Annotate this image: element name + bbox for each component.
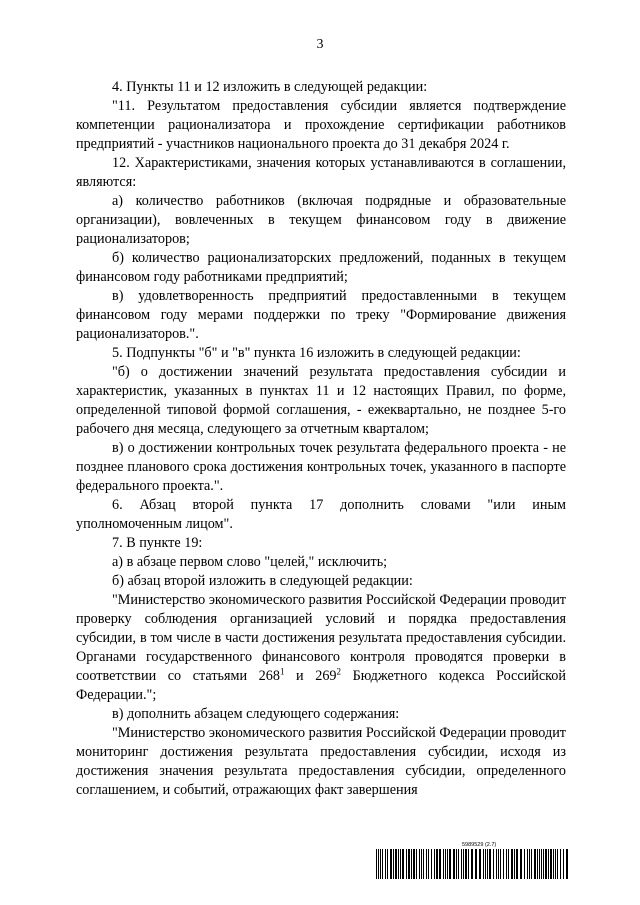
paragraph-text: и 269 [284,668,337,684]
paragraph: 6. Абзац второй пункта 17 дополнить словами "или иным уполномоченным лицом". [76,497,566,532]
paragraph: б) количество рационализаторских предложений, поданных в текущем финансовом году работниками предприятий; [76,250,566,285]
paragraph: "11. Результатом предоставления субсидии является подтверждение компетенции рационализатора и прохождение сертификации работников предприятий - участников национального проекта до 31 декабря 2024 г. [76,98,566,152]
paragraph-budget-code [76,591,566,705]
paragraph: а) в абзаце первом слово "целей," исключить; [112,554,388,570]
paragraph: "б) о достижении значений результата предоставления субсидии и характеристик, указанных в пунктах 11 и 12 настоящих Правил, по форме, определенной типовой формой соглашения, - ежеквартально, не позднее 5-го рабочего дня месяца, следующего за отчетным кварталом; [76,364,566,437]
paragraph: а) количество работников (включая подрядные и образовательные организации), вовлеченных в текущем финансовом году в движение рационализаторов; [76,193,566,247]
paragraph: в) дополнить абзацем следующего содержания: [112,706,400,722]
paragraph: 5. Подпункты "б" и "в" пункта 16 изложить в следующей редакции: [112,345,521,361]
page-number: 3 [316,37,324,52]
paragraph-text: Бюджетного кодекса Российской Федерации."; [76,668,566,703]
paragraph: б) абзац второй изложить в следующей редакции: [112,573,413,589]
paragraph: 7. В пункте 19: [112,535,203,551]
document-barcode [376,842,572,882]
paragraph: "Министерство экономического развития Российской Федерации проводит мониторинг достижения результата предоставления субсидии, исходя из достижения значения результата предоставления субсидии, определенного соглашением, и событий, отражающих факт завершения [76,725,566,798]
superscript: 2 [336,666,342,677]
paragraph: в) удовлетворенность предприятий предоставленными в текущем финансовом году мерами поддержки по треку "Формирование движения рационализаторов.". [76,288,566,342]
paragraph-text: "Министерство экономического развития Российской Федерации проводит проверку соблюдения организацией условий и порядка предоставления субсидии, в том числе в части достижения результата предоставления субсидии. Органами государственного финансового контроля проводятся проверки в соответствии со статьями 268 [76,592,566,684]
paragraph: 12. Характеристиками, значения которых устанавливаются в соглашении, являются: [76,155,566,190]
barcode-icon [376,849,572,879]
document-body [76,78,566,800]
superscript: 1 [279,666,285,677]
barcode-label: 5989529 (2.7) [462,842,497,848]
paragraph: в) о достижении контрольных точек результата федерального проекта - не позднее планового срока достижения контрольных точек, указанного в паспорте федерального проекта.". [76,440,566,494]
paragraph: 4. Пункты 11 и 12 изложить в следующей редакции: [112,79,428,95]
